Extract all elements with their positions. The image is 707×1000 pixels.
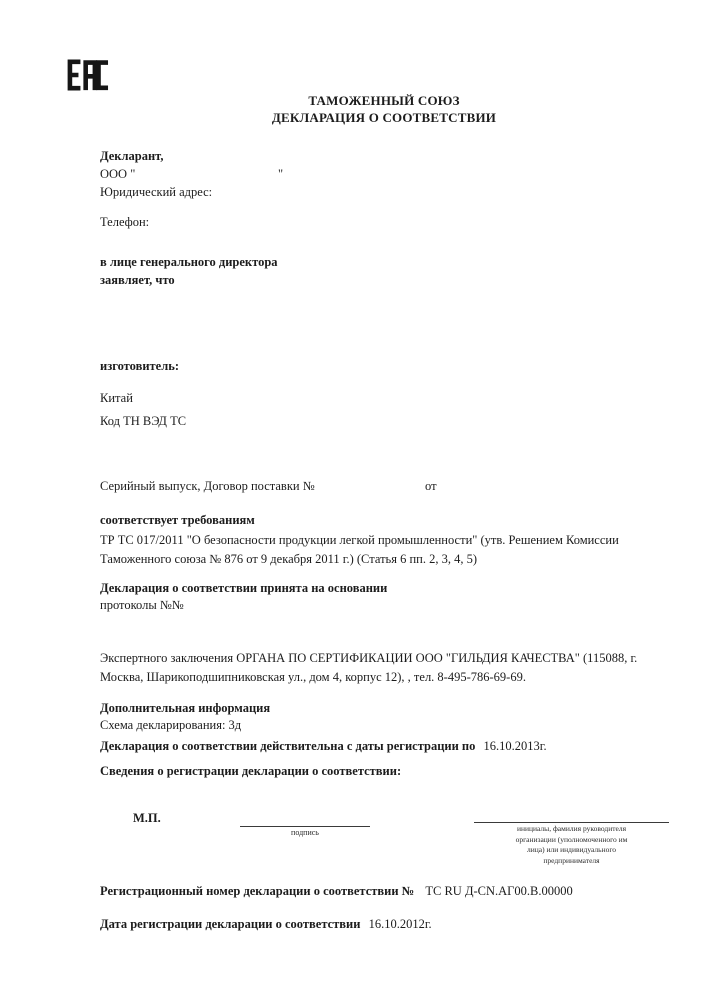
eac-logo-icon — [64, 56, 110, 94]
title-line-2: ДЕКЛАРАЦИЯ О СООТВЕТСТВИИ — [271, 109, 497, 125]
signature-caption: подпись — [291, 828, 319, 837]
registration-number-line — [100, 884, 573, 899]
initials-caption-line-2: организации (уполномоченного им — [515, 834, 628, 844]
initials-caption-line-4: предпринимателя — [543, 855, 600, 865]
manufacturer-country: Китай — [100, 391, 133, 405]
serial-from-text: от — [425, 479, 437, 493]
protocols-line: протоколы №№ — [100, 598, 184, 612]
expert-conclusion-paragraph: Экспертного заключения ОРГАНА ПО СЕРТИФИКАЦИИ ООО "ГИЛЬДИЯ КАЧЕСТВА" (115088, г. Москва, Шарикоподшипниковская ул., дом 4, корпус 12), , тел. 8-495-786-69-69. — [100, 651, 638, 684]
initials-field[interactable] — [474, 822, 669, 865]
legal-address-label: Юридический адрес: — [100, 185, 213, 199]
serial-release-text: Серийный выпуск, Договор поставки № — [100, 479, 315, 493]
stamp-place-label: М.П. — [133, 811, 161, 825]
declarant-label: Декларант, — [100, 149, 164, 163]
registration-info-heading: Сведения о регистрации декларации о соответствии: — [100, 764, 402, 778]
phone-label: Телефон: — [100, 215, 150, 229]
company-close-quote: " — [278, 167, 284, 181]
registration-date-label: Дата регистрации декларации о соответствии — [100, 917, 361, 931]
document-title — [100, 93, 668, 126]
validity-line — [100, 739, 547, 754]
basis-heading: Декларация о соответствии принята на основании — [100, 581, 388, 595]
registration-date-line — [100, 917, 432, 932]
initials-caption-line-1: инициалы, фамилия руководителя — [516, 824, 627, 833]
director-line: в лице генерального директора — [100, 255, 278, 269]
manufacturer-label: изготовитель: — [100, 359, 180, 373]
title-line-1: ТАМОЖЕННЫЙ СОЮЗ — [308, 93, 460, 108]
registration-number-value: ТС RU Д-CN.АГ00.В.00000 — [425, 884, 573, 898]
declarant-company-line — [100, 167, 284, 182]
registration-number-label: Регистрационный номер декларации о соответствии № — [100, 884, 415, 898]
declaration-scheme-line: Схема декларирования: 3д — [100, 718, 242, 732]
signature-field[interactable] — [240, 826, 370, 838]
company-prefix: ООО " — [100, 167, 136, 181]
compliance-heading: соответствует требованиям — [100, 513, 255, 527]
initials-caption-line-3: лица) или индивидуального — [527, 845, 616, 855]
tnved-code-label: Код ТН ВЭД ТС — [100, 414, 187, 428]
declares-line: заявляет, что — [100, 273, 175, 287]
validity-label: Декларация о соответствии действительна с даты регистрации по — [100, 739, 476, 753]
registration-date-value: 16.10.2012г. — [368, 917, 432, 931]
validity-date: 16.10.2013г. — [483, 739, 547, 753]
regulation-paragraph: ТР ТС 017/2011 "О безопасности продукции легкой промышленности" (утв. Решением Комиссии Таможенного союза № 876 от 9 декабря 2011 г.) (Статья 6 пп. 2, 3, 4, 5) — [100, 533, 619, 566]
additional-info-heading: Дополнительная информация — [100, 701, 271, 715]
serial-release-line — [100, 479, 665, 494]
